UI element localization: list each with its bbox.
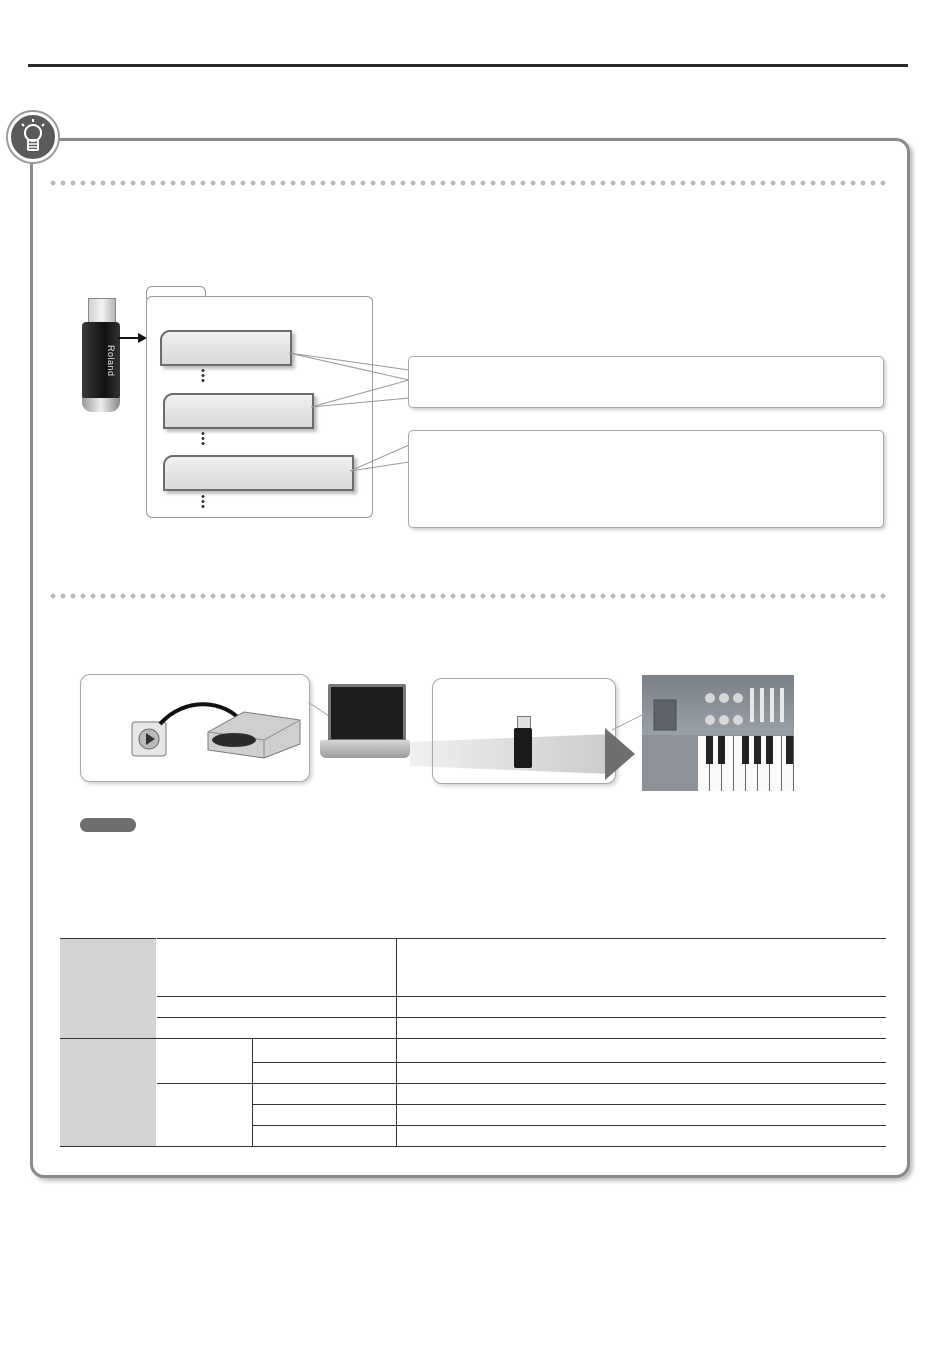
usb-brand-label: Roland [106, 345, 116, 377]
section-divider-2 [48, 593, 890, 599]
table-cell [252, 1126, 396, 1147]
file-card-1 [160, 330, 292, 366]
table-cell [156, 1018, 396, 1039]
synth-black-keys [698, 736, 794, 766]
folder-label [158, 300, 358, 314]
table-row [60, 997, 886, 1018]
ellipsis-dots-2 [201, 431, 205, 447]
callout-bottom-text [409, 431, 883, 447]
table-cell-desc [396, 1063, 886, 1084]
note-badge [80, 818, 136, 832]
arrow-icon [118, 330, 148, 346]
table-group-2 [60, 1039, 156, 1147]
ellipsis-dots-1 [201, 368, 205, 384]
section-2-heading [48, 610, 888, 628]
table-cell [156, 939, 396, 997]
usb-cap [82, 398, 120, 412]
table-cell-desc [396, 1105, 886, 1126]
table-cell [252, 1084, 396, 1105]
table-cell [252, 1063, 396, 1084]
laptop-icon [328, 684, 406, 742]
table-cell-desc [396, 939, 886, 997]
lightbulb-hint-icon [8, 112, 58, 162]
laptop-base [320, 740, 410, 758]
page-title [60, 140, 860, 160]
table-group-1 [60, 939, 156, 1039]
section-1-heading [48, 196, 888, 214]
drive-icon [204, 710, 304, 760]
table-cell-desc [396, 997, 886, 1018]
callout-pointer-lines [280, 340, 420, 480]
callout-top-text [409, 357, 883, 373]
ellipsis-dots-3 [201, 494, 205, 510]
table-cell-desc [396, 1084, 886, 1105]
table-row [60, 939, 886, 997]
table-cell-desc [396, 1039, 886, 1063]
callout-bottom [408, 430, 884, 528]
table-row [60, 1084, 886, 1105]
bubble-pointer-right [606, 700, 646, 740]
usb-small-icon [514, 728, 532, 768]
top-rule [28, 64, 908, 67]
table-cell [252, 1105, 396, 1126]
callout-top [408, 356, 884, 408]
table-cell [156, 1039, 252, 1084]
table-cell [252, 1039, 396, 1063]
table-cell [156, 1084, 252, 1147]
spec-table [60, 938, 886, 1147]
section-divider-1 [48, 180, 890, 186]
table-row [60, 1018, 886, 1039]
table-cell-desc [396, 1018, 886, 1039]
table-row [60, 1039, 886, 1063]
synth-controls [650, 682, 794, 734]
table-cell-desc [396, 1126, 886, 1147]
file-card-1-label [162, 332, 290, 348]
table-cell [156, 997, 396, 1018]
